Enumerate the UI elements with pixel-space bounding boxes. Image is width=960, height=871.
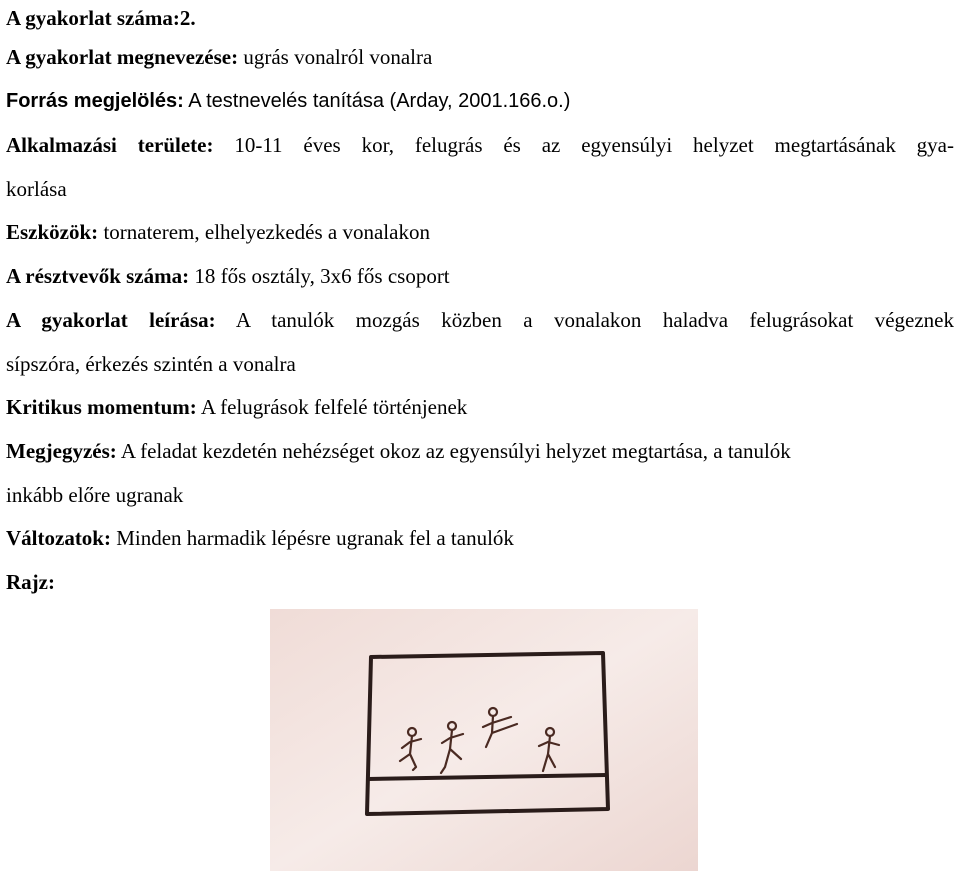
note-value-line1: A feladat kezdetén nehézséget okoz az egyensúlyi helyzet megtartása, a tanulók: [116, 439, 791, 463]
description-label: A gyakorlat leírása:: [6, 308, 216, 332]
exercise-number-label: A gyakorlat száma:: [6, 6, 180, 30]
variants-value: Minden harmadik lépésre ugranak fel a tanulók: [110, 526, 514, 550]
paper-background: [270, 609, 698, 871]
participants-value: 18 fős osztály, 3x6 fős csoport: [189, 264, 450, 288]
note-value-line2: inkább előre ugranak: [6, 483, 184, 507]
critical-value: A felugrások felfelé történjenek: [196, 395, 468, 419]
participants-label: A résztvevők száma:: [6, 264, 190, 288]
drawing-sketch: [270, 609, 698, 871]
exercise-name-label: A gyakorlat megnevezése:: [6, 45, 239, 69]
note: [6, 439, 791, 463]
description: [6, 308, 954, 332]
note-label: Megjegyzés:: [6, 439, 117, 463]
exercise-name: [6, 45, 432, 69]
tools-label: Eszközök:: [6, 220, 99, 244]
description-continued: [6, 352, 296, 376]
exercise-number: [6, 6, 196, 30]
variants: [6, 526, 514, 550]
source-label: Forrás megjelölés:: [6, 90, 184, 112]
tools-value: tornaterem, elhelyezkedés a vonalakon: [98, 220, 430, 244]
application-area-continued: [6, 177, 67, 201]
source-value: A testnevelés tanítása (Arday, 2001.166.o.): [183, 90, 571, 112]
application-value-line2: korlása: [6, 177, 67, 201]
critical-moment: [6, 395, 467, 419]
critical-label: Kritikus momentum:: [6, 395, 197, 419]
drawing-photo: [270, 609, 698, 871]
exercise-name-value: ugrás vonalról vonalra: [238, 45, 433, 69]
application-label: Alkalmazási területe:: [6, 133, 214, 157]
tools: [6, 220, 430, 244]
exercise-number-value: 2.: [179, 6, 196, 30]
participants: [6, 264, 450, 288]
description-value-line1: A tanulók mozgás közben a vonalakon haladva felugrásokat végeznek: [215, 308, 954, 332]
description-value-line2: sípszóra, érkezés szintén a vonalra: [6, 352, 296, 376]
drawing-heading: [6, 570, 55, 594]
application-area: [6, 133, 954, 157]
application-value-line1: 10-11 éves kor, felugrás és az egyensúlyi helyzet megtartásának gya-: [213, 133, 954, 157]
note-continued: [6, 483, 183, 507]
source: [6, 89, 570, 113]
variants-label: Változatok:: [6, 526, 111, 550]
drawing-label: Rajz:: [6, 570, 55, 594]
